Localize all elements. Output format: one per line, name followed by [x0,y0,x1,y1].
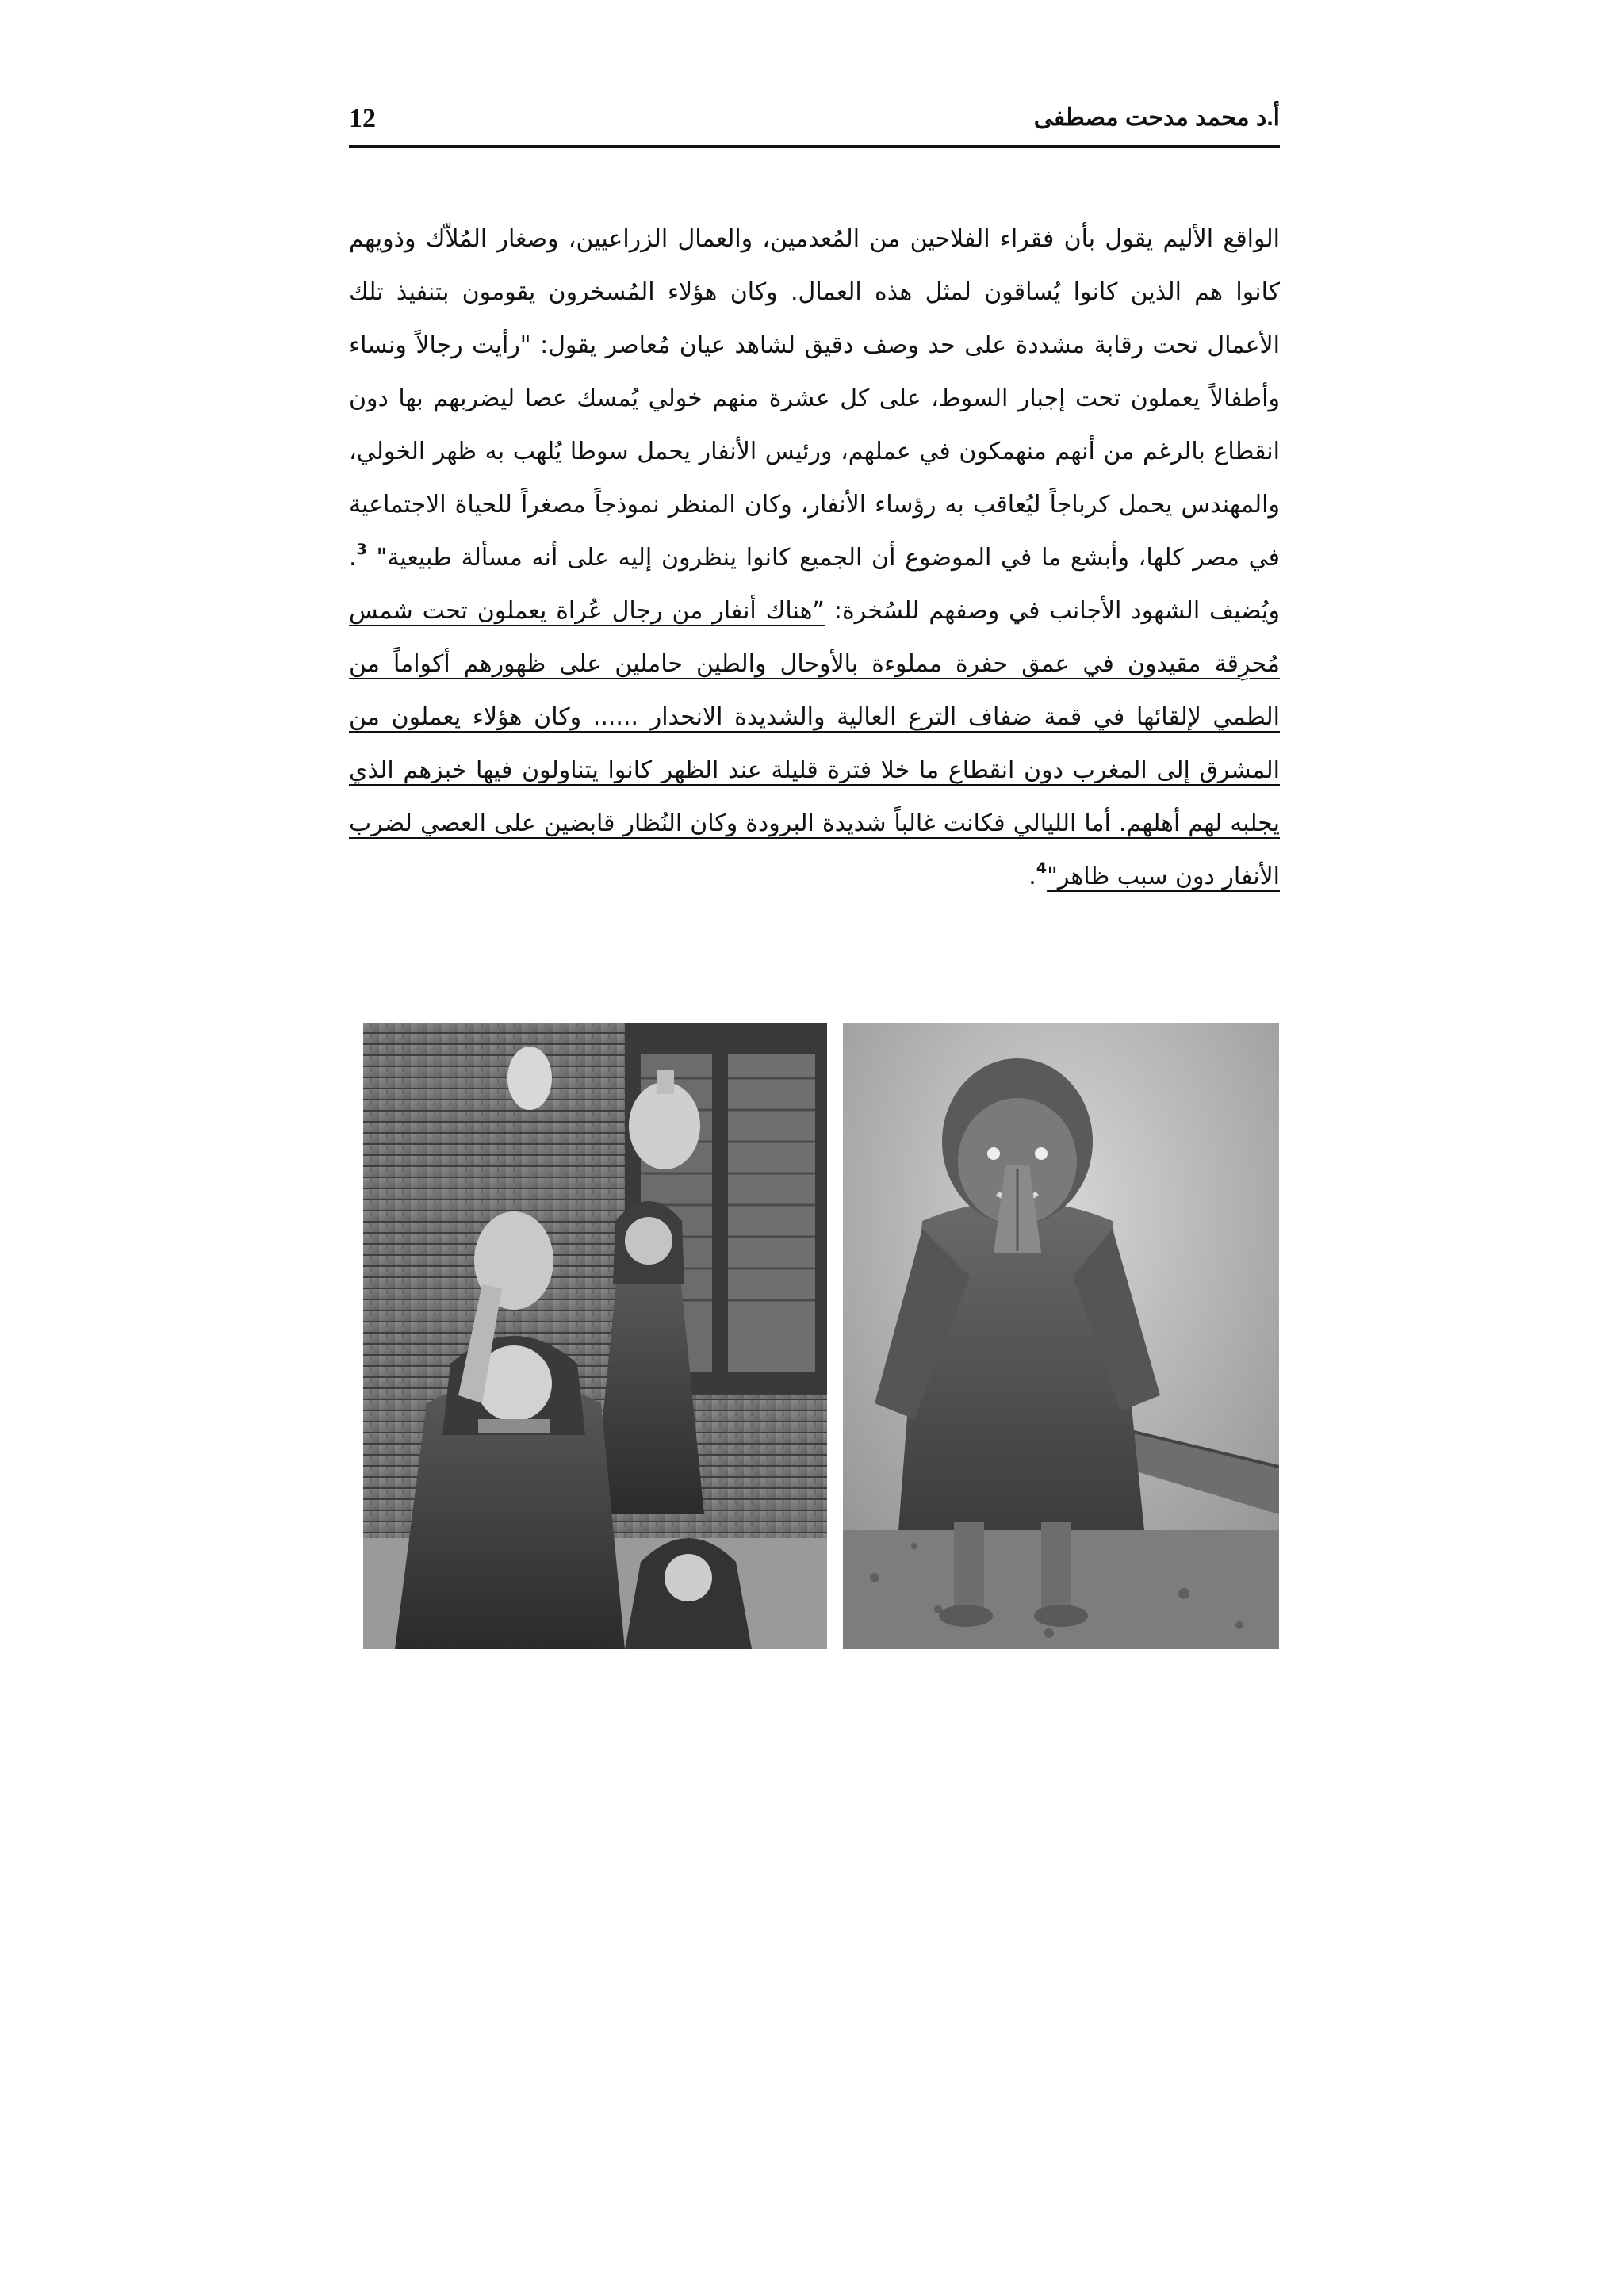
author-name: أ.د محمد مدحت مصطفى [1033,105,1280,131]
page-header [349,99,1280,147]
footnote-reference[interactable]: 3 [356,541,367,558]
paragraph-text: الواقع الأليم يقول بأن فقراء الفلاحين من المُعدمين، والعمال الزراعيين، وصغار المُلاّك وذويهم كانوا هم الذين كانوا يُساقون لمثل هذه العمال. وكان هؤلاء المُسخرون يقومون بتنفيذ تلك الأعمال تحت رقابة مشددة على حد وصف دقيق لشاهد عيان مُعاصر يقول: "رأيت رجالاً ونساء وأطفالاً يعملون تحت إجبار السوط، على كل عشرة منهم خولي يُمسك عصا ليضربهم بها دون انقطاع بالرغم من أنهم منهمكون في عملهم، ورئيس الأنفار يحمل سوطا يُلهب به ظهر الخولي، والمهندس يحمل كرباجاً ليُعاقب به رؤساء الأنفار، وكان المنظر نموذجاً مصغراً للحياة الاجتماعية في مصر كلها، وأبشع ما في الموضوع أن الجميع كانوا ينظرون إليه على أنه مسألة طبيعية" [349,225,1280,572]
header-rule [349,145,1280,148]
underlined-quote: ”هناك أنفار من رجال عُراة يعملون تحت شمس مُحرِقة مقيدون في عمق حفرة مملوءة بالأوحال والطين حاملين على ظهورهم أكواماً من الطمي لإلقائها في قمة ضفاف الترع العالية والشديدة الانحدار ...... وكان هؤلاء يعملون من المشرق إلى المغرب دون انقطاع ما خلا فترة قليلة عند الظهر كانوا يتناولون فيها خبزهم الذي يجلبه لهم أهلهم. أما الليالي فكانت غالباً شديدة البرودة وكان النُظار قابضين على العصي لضرب الأنفار دون سبب ظاهر" [349,597,1280,890]
photo-barefoot-child [843,1023,1279,1649]
footnote-reference[interactable]: 4 [1036,859,1048,877]
page-number: 12 [349,104,376,133]
end-period: . [1028,863,1036,890]
body-paragraph [349,212,1280,903]
paragraph-text-continued: . ويُضيف الشهود الأجانب في وصفهم للسُخرة: [349,544,1281,625]
photo-women-carrying-jars [363,1023,827,1649]
